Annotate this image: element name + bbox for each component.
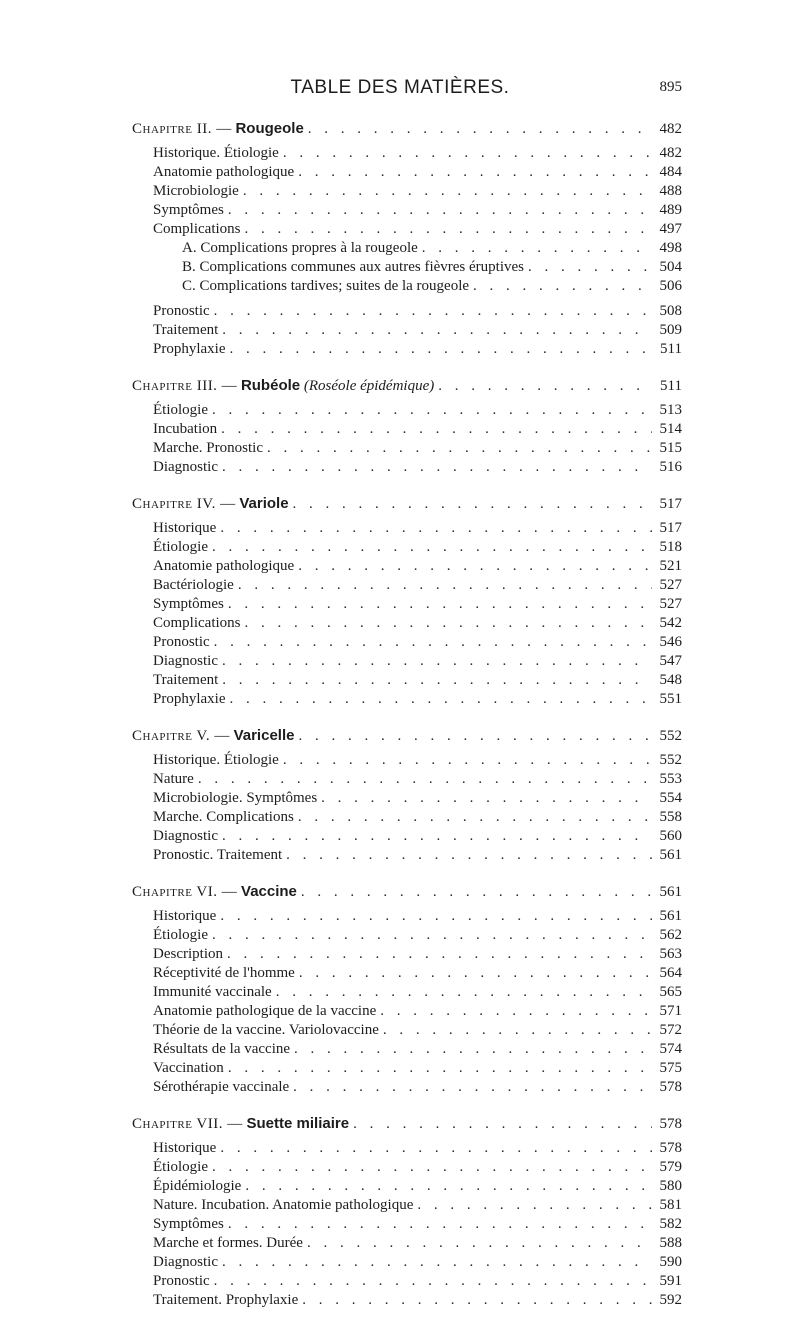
page-ref: 561 (659, 847, 682, 863)
entry-label: Théorie de la vaccine. Variolovaccine (153, 1022, 379, 1038)
dot-leader (286, 846, 652, 865)
page-ref: 508 (659, 303, 682, 319)
dot-leader (220, 1139, 652, 1158)
page-ref: 562 (659, 927, 682, 943)
chapter-heading[interactable] (132, 494, 682, 513)
toc-entry[interactable] (132, 1021, 682, 1040)
entry-label: Anatomie pathologique (153, 164, 295, 180)
page-ref: 553 (659, 771, 682, 787)
page-ref: 552 (659, 752, 682, 768)
dot-leader (298, 808, 652, 827)
chapter-heading[interactable] (132, 119, 682, 138)
page-ref: 517 (659, 520, 682, 536)
entry-label: B. Complications communes aux autres fièvres éruptives (182, 259, 525, 275)
page-ref: 548 (659, 672, 682, 688)
page-ref: 591 (659, 1273, 682, 1289)
chapter-label-group (132, 119, 304, 139)
toc-entry[interactable] (132, 907, 682, 926)
toc-entry[interactable] (132, 1234, 682, 1253)
toc-subentry[interactable] (132, 239, 682, 258)
toc-entry[interactable] (132, 321, 682, 340)
dot-leader (214, 302, 652, 321)
page-ref: 482 (659, 145, 682, 161)
dot-leader (307, 1234, 652, 1253)
page-ref: 565 (659, 984, 682, 1000)
entry-label: Bactériologie (153, 577, 234, 593)
dot-leader (417, 1196, 652, 1215)
entry-label: Symptômes (153, 596, 224, 612)
page-ref: 482 (659, 121, 682, 137)
chapter-title: Varicelle (233, 727, 295, 744)
dot-leader (214, 1272, 652, 1291)
entry-label: Historique (153, 1140, 217, 1156)
dot-leader (214, 633, 652, 652)
entry-label: Pronostic (153, 1273, 210, 1289)
dot-leader (222, 321, 652, 340)
page-ref: 509 (659, 322, 682, 338)
page-ref: 574 (659, 1041, 682, 1057)
dot-leader (228, 1059, 652, 1078)
toc-entry[interactable] (132, 163, 682, 182)
dot-leader (245, 220, 653, 239)
dot-leader (227, 945, 652, 964)
page-ref: 592 (659, 1292, 682, 1308)
chapter-number: Chapitre II. — (132, 121, 232, 137)
toc-entry[interactable] (132, 751, 682, 770)
entry-label: Symptômes (153, 202, 224, 218)
toc-entry[interactable] (132, 846, 682, 865)
chapter-label-group (132, 376, 434, 396)
toc-entry[interactable] (132, 789, 682, 808)
entry-label: A. Complications propres à la rougeole (182, 240, 418, 256)
entry-label: Étiologie (153, 402, 208, 418)
entry-label: Diagnostic (153, 1254, 218, 1270)
toc-entry[interactable] (132, 690, 682, 709)
page-ref: 580 (659, 1178, 682, 1194)
dot-leader (245, 614, 653, 633)
dot-leader (212, 926, 652, 945)
dot-leader (293, 1078, 652, 1097)
chapter-label-group (132, 882, 297, 902)
dot-leader (298, 163, 652, 182)
dot-leader (276, 983, 652, 1002)
dot-leader (293, 495, 652, 514)
dot-leader (302, 1291, 652, 1310)
toc-entry[interactable] (132, 964, 682, 983)
chapter-label-group (132, 494, 289, 514)
chapter-number: Chapitre VII. — (132, 1116, 243, 1132)
chapter-label-group (132, 1114, 349, 1134)
chapter-title: Rougeole (235, 120, 304, 137)
dot-leader (243, 182, 652, 201)
entry-label: Pronostic (153, 303, 210, 319)
entry-label: Nature (153, 771, 194, 787)
entry-label: Pronostic. Traitement (153, 847, 283, 863)
toc-entry[interactable] (132, 576, 682, 595)
toc-entry[interactable] (132, 1002, 682, 1021)
chapter-heading[interactable] (132, 376, 682, 395)
page-ref: 578 (659, 1140, 682, 1156)
entry-label: Diagnostic (153, 828, 218, 844)
chapter-heading[interactable] (132, 726, 682, 745)
entry-label: Étiologie (153, 927, 208, 943)
dot-leader (230, 690, 653, 709)
page-ref: 554 (659, 790, 682, 806)
toc-entry[interactable] (132, 1059, 682, 1078)
dot-leader (301, 883, 652, 902)
page-ref: 506 (659, 278, 682, 294)
dot-leader (422, 239, 652, 258)
chapter-title: Variole (239, 495, 289, 512)
toc-entry[interactable] (132, 1196, 682, 1215)
page-ref: 575 (659, 1060, 682, 1076)
toc-entry[interactable] (132, 144, 682, 163)
page-ref: 515 (659, 440, 682, 456)
chapter-title: Suette miliaire (246, 1115, 350, 1132)
page-ref: 561 (659, 884, 682, 900)
chapter-title: Vaccine (241, 883, 297, 900)
page-header (0, 77, 800, 103)
entry-label: Résultats de la vaccine (153, 1041, 291, 1057)
toc-subentry[interactable] (132, 277, 682, 296)
toc-entry[interactable] (132, 671, 682, 690)
toc-entry[interactable] (132, 633, 682, 652)
page-ref: 547 (659, 653, 682, 669)
entry-label: Pronostic (153, 634, 210, 650)
page-ref: 511 (660, 378, 682, 394)
entry-label: Microbiologie. Symptômes (153, 790, 318, 806)
toc-entry[interactable] (132, 1158, 682, 1177)
page-ref: 513 (659, 402, 682, 418)
toc-entry[interactable] (132, 1253, 682, 1272)
entry-label: Complications (153, 221, 241, 237)
page-ref: 527 (659, 577, 682, 593)
dot-leader (283, 144, 652, 163)
entry-label: Anatomie pathologique (153, 558, 295, 574)
entry-label: Traitement (153, 672, 219, 688)
page-ref: 517 (659, 496, 682, 512)
toc-entry[interactable] (132, 945, 682, 964)
page-ref: 588 (659, 1235, 682, 1251)
dot-leader (321, 789, 652, 808)
entry-label: Prophylaxie (153, 691, 226, 707)
entry-label: Épidémiologie (153, 1178, 242, 1194)
dot-leader (294, 1040, 652, 1059)
page-number: 895 (659, 79, 682, 95)
dot-leader (222, 458, 652, 477)
entry-label: Historique. Étiologie (153, 752, 279, 768)
toc-entry[interactable] (132, 827, 682, 846)
page-ref: 571 (659, 1003, 682, 1019)
entry-label: Étiologie (153, 1159, 208, 1175)
toc-entry[interactable] (132, 983, 682, 1002)
dot-leader (228, 1215, 652, 1234)
page-title: TABLE DES MATIÈRES. (290, 77, 510, 98)
chapter-heading[interactable] (132, 1114, 682, 1133)
entry-label: Microbiologie (153, 183, 239, 199)
page-ref: 558 (659, 809, 682, 825)
page-ref: 561 (659, 908, 682, 924)
entry-label: Diagnostic (153, 459, 218, 475)
toc-subentry[interactable] (132, 258, 682, 277)
page-ref: 551 (659, 691, 682, 707)
entry-label: Immunité vaccinale (153, 984, 272, 1000)
dot-leader (230, 340, 653, 359)
entry-label: Complications (153, 615, 241, 631)
dot-leader (222, 827, 652, 846)
toc-entry[interactable] (132, 201, 682, 220)
entry-label: Prophylaxie (153, 341, 226, 357)
page-ref: 590 (659, 1254, 682, 1270)
page-ref: 489 (659, 202, 682, 218)
dot-leader (221, 420, 652, 439)
toc-entry[interactable] (132, 182, 682, 201)
toc-entry[interactable] (132, 926, 682, 945)
dot-leader (473, 277, 652, 296)
dot-leader (198, 770, 652, 789)
dot-leader (245, 1177, 652, 1196)
chapter-subtitle: (Roséole épidémique) (303, 378, 435, 394)
toc-entry[interactable] (132, 420, 682, 439)
page-ref: 560 (659, 828, 682, 844)
toc-entry[interactable] (132, 401, 682, 420)
entry-label: Marche et formes. Durée (153, 1235, 303, 1251)
dot-leader (299, 964, 652, 983)
dot-leader (298, 727, 652, 746)
entry-label: Nature. Incubation. Anatomie pathologique (153, 1197, 414, 1213)
toc-entry[interactable] (132, 1177, 682, 1196)
chapter-number: Chapitre IV. — (132, 496, 236, 512)
toc-entry[interactable] (132, 340, 682, 359)
dot-leader (222, 652, 652, 671)
dot-leader (212, 1158, 652, 1177)
page-ref: 582 (659, 1216, 682, 1232)
page-ref: 578 (659, 1079, 682, 1095)
page-ref: 546 (659, 634, 682, 650)
page-ref: 518 (659, 539, 682, 555)
dot-leader (283, 751, 652, 770)
dot-leader (238, 576, 652, 595)
dot-leader (220, 519, 652, 538)
page-ref: 581 (659, 1197, 682, 1213)
dot-leader (353, 1115, 652, 1134)
toc-entry[interactable] (132, 538, 682, 557)
entry-label: Sérothérapie vaccinale (153, 1079, 290, 1095)
entry-label: Description (153, 946, 223, 962)
toc-entry[interactable] (132, 770, 682, 789)
page-ref: 484 (659, 164, 682, 180)
page-ref: 516 (659, 459, 682, 475)
toc-entry[interactable] (132, 1040, 682, 1059)
toc-entry[interactable] (132, 220, 682, 239)
dot-leader (298, 557, 652, 576)
table-of-contents (132, 119, 682, 1310)
toc-entry[interactable] (132, 302, 682, 321)
entry-label: Anatomie pathologique de la vaccine (153, 1003, 377, 1019)
chapter-number: Chapitre III. — (132, 378, 238, 394)
chapter-title: Rubéole (240, 377, 301, 394)
toc-entry[interactable] (132, 614, 682, 633)
entry-label: Marche. Complications (153, 809, 294, 825)
chapter-number: Chapitre V. — (132, 728, 230, 744)
page-ref: 498 (659, 240, 682, 256)
toc-entry[interactable] (132, 1139, 682, 1158)
dot-leader (222, 1253, 652, 1272)
dot-leader (308, 120, 652, 139)
page-ref: 514 (659, 421, 682, 437)
dot-leader (212, 538, 652, 557)
entry-label: Historique (153, 520, 217, 536)
chapter-label-group (132, 726, 294, 746)
dot-leader (222, 671, 652, 690)
page-ref: 497 (659, 221, 682, 237)
dot-leader (228, 595, 652, 614)
entry-label: Étiologie (153, 539, 208, 555)
toc-entry[interactable] (132, 1291, 682, 1310)
dot-leader (220, 907, 652, 926)
chapter-number: Chapitre VI. — (132, 884, 238, 900)
page-ref: 552 (659, 728, 682, 744)
toc-entry[interactable] (132, 808, 682, 827)
entry-label: Vaccination (153, 1060, 224, 1076)
page-ref: 578 (659, 1116, 682, 1132)
entry-label: C. Complications tardives; suites de la rougeole (182, 278, 470, 294)
toc-entry[interactable] (132, 1272, 682, 1291)
dot-leader (228, 201, 652, 220)
page-ref: 572 (659, 1022, 682, 1038)
entry-label: Traitement. Prophylaxie (153, 1292, 299, 1308)
entry-label: Réceptivité de l'homme (153, 965, 295, 981)
entry-label: Marche. Pronostic (153, 440, 263, 456)
entry-label: Incubation (153, 421, 218, 437)
page-ref: 527 (659, 596, 682, 612)
entry-label: Symptômes (153, 1216, 224, 1232)
entry-label: Diagnostic (153, 653, 218, 669)
chapter-heading[interactable] (132, 882, 682, 901)
toc-entry[interactable] (132, 595, 682, 614)
entry-label: Historique. Étiologie (153, 145, 279, 161)
dot-leader (212, 401, 652, 420)
dot-leader (528, 258, 652, 277)
dot-leader (383, 1021, 652, 1040)
dot-leader (267, 439, 652, 458)
entry-label: Historique (153, 908, 217, 924)
toc-entry[interactable] (132, 458, 682, 477)
toc-entry[interactable] (132, 1078, 682, 1097)
dot-leader (380, 1002, 652, 1021)
toc-entry[interactable] (132, 439, 682, 458)
page-ref: 521 (659, 558, 682, 574)
page-ref: 511 (660, 341, 682, 357)
dot-leader (438, 377, 652, 396)
page-ref: 542 (659, 615, 682, 631)
page-ref: 488 (659, 183, 682, 199)
entry-label: Traitement (153, 322, 219, 338)
toc-entry[interactable] (132, 519, 682, 538)
page-ref: 579 (659, 1159, 682, 1175)
page-ref: 564 (659, 965, 682, 981)
toc-entry[interactable] (132, 557, 682, 576)
page-ref: 504 (659, 259, 682, 275)
toc-entry[interactable] (132, 652, 682, 671)
page-ref: 563 (659, 946, 682, 962)
toc-entry[interactable] (132, 1215, 682, 1234)
